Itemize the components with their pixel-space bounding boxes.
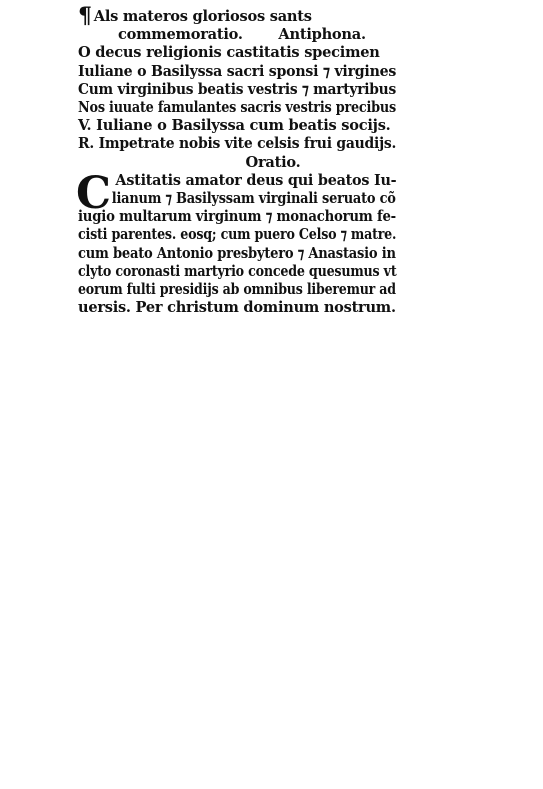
response-line: R. Impetrate nobis vite celsis frui gaudijs. [78,135,397,153]
heading-title: Als materos gloriosos sants [93,8,312,25]
antiphon-line: O decus religionis castitatis specimen [78,44,380,62]
oratio-line: lianum ⁊ Basilyssam virginali seruato cõ [111,190,396,208]
oratio-line: Astitatis amator deus qui beatos Iu- [115,171,397,189]
antiphon-line: Nos iuuate famulantes sacris vestris precibus [78,99,396,117]
oratio-line: uersis. Per christum dominum nostrum. [78,299,396,317]
oratio-line: clyto coronasti martyrio concede quesumus vt [78,262,397,280]
antiphon-line: Iuliane o Basilyssa sacri sponsi ⁊ virgines [78,62,397,80]
versicle-line: V. Iuliane o Basilyssa cum beatis socijs. [78,117,391,135]
text-column [76,3,397,317]
oratio-line: iugio multarum virginum ⁊ monachorum fe- [78,208,396,226]
heading-line-1 [78,3,396,29]
oratio-block [76,167,397,318]
drop-capital: C [76,167,112,219]
oratio-line: eorum fulti presidijs ab omnibus liberemur ad [78,281,396,299]
oratio-line: cisti parentes. eosq; cum puero Celso ⁊ matre. [78,226,397,244]
oratio-title: Oratio. [245,153,301,171]
rubric-paragraph-mark: ¶ [78,3,92,29]
heading-commemoratio: commemoratio. [118,26,243,44]
antiphona-label: Antiphona. [278,26,366,44]
antiphon-line: Cum virginibus beatis vestris ⁊ martyribus [78,80,397,98]
oratio-line: cum beato Antonio presbytero ⁊ Anastasio in [78,244,396,262]
heading-line-2 [78,26,396,44]
